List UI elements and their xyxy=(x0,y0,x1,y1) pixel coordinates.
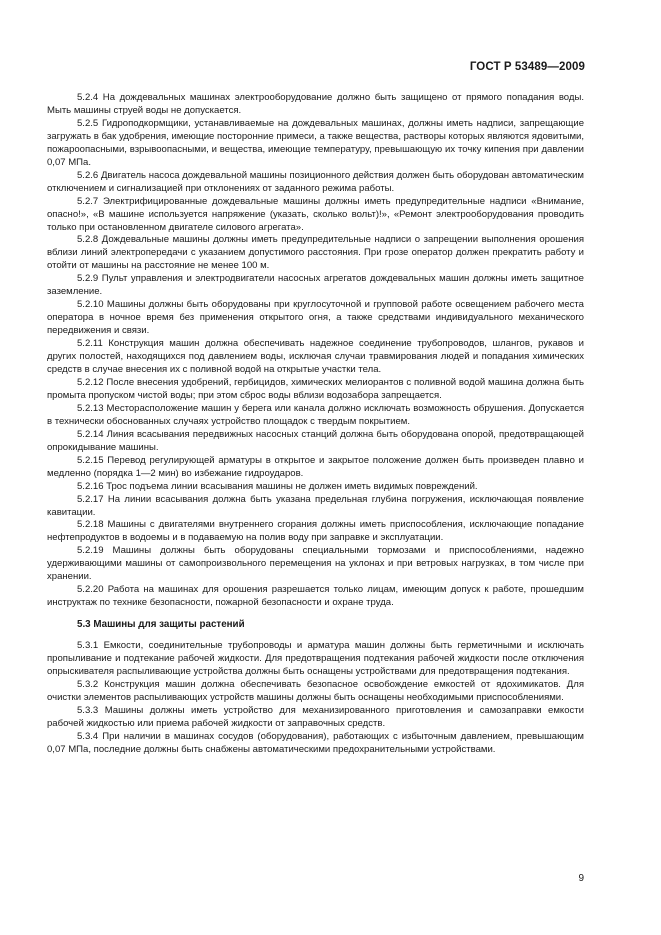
paragraph-5-3-3: 5.3.3 Машины должны иметь устройство для механизированного приготовления и самозаправки емкости рабочей жидкостью или приема рабочей жидкости от заправочных средств. xyxy=(47,704,584,729)
paragraph-5-2-5: 5.2.5 Гидроподкормщики, устанавливаемые на дождевальных машинах, должны иметь надписи, запрещающие загружать в бак удобрения, имеющие посторонние примеси, а также вещества, растворы которых являются ядовитыми, пожароопасными, взрывоопасными, и вещества, имеющие температуру, превышающую их точку кипения при давлении 0,07 МПа. xyxy=(47,117,584,168)
document-body xyxy=(47,92,584,757)
paragraph-5-2-6: 5.2.6 Двигатель насоса дождевальной машины позиционного действия должен быть оборудован автоматическим отключением и сигнализацией при отклонениях от заданного режима работы. xyxy=(47,169,584,194)
document-header xyxy=(470,61,585,73)
paragraph-5-2-14: 5.2.14 Линия всасывания передвижных насосных станций должна быть оборудована опорой, предотвращающей опрокидывание машины. xyxy=(47,428,584,453)
paragraph-5-2-19: 5.2.19 Машины должны быть оборудованы специальными тормозами и приспособлениями, надежно удерживающими машины от самопроизвольного перемещения на уклонах и при ветровых нагрузках, в том числе при хранении. xyxy=(47,545,584,583)
paragraph-5-2-12: 5.2.12 После внесения удобрений, гербицидов, химических мелиорантов с поливной водой машина должна быть промыта пропуском чистой воды; при этом сброс воды вблизи водозабора запрещается. xyxy=(47,376,584,401)
paragraph-5-2-11: 5.2.11 Конструкция машин должна обеспечивать надежное соединение трубопроводов, шлангов, рукавов и других полостей, находящихся под давлением воды, исключая случаи травмирования людей и попадания химических средств в случае внесения их с поливной водой на открытые участки тела. xyxy=(47,338,584,376)
paragraph-5-2-18: 5.2.18 Машины с двигателями внутреннего сгорания должны иметь приспособления, исключающие попадание нефтепродуктов в водоемы и в подаваемую на полив воду при заправке и эксплуатации. xyxy=(47,519,584,544)
paragraph-5-2-9: 5.2.9 Пульт управления и электродвигатели насосных агрегатов дождевальных машин должны иметь защитное заземление. xyxy=(47,273,584,298)
paragraph-5-3-1: 5.3.1 Емкости, соединительные трубопроводы и арматура машин должны быть герметичными и исключать пропыливание и подтекание рабочей жидкости. Для предотвращения подтекания рабочей жидкости после отключения опрыскивателя распыливающие устройства должны быть оснащены устройствами для предотвращения подтекания. xyxy=(47,640,584,677)
paragraph-5-2-15: 5.2.15 Перевод регулирующей арматуры в открытое и закрытое положение должен быть произведен плавно и медленно (порядка 1—2 мин) во избежание гидроударов. xyxy=(47,454,584,479)
paragraph-5-3-4: 5.3.4 При наличии в машинах сосудов (оборудования), работающих с избыточным давлением, превышающим 0,07 МПа, последние должны быть снабжены автоматическими предохранительными устройствами. xyxy=(47,730,584,755)
paragraph-5-2-17: 5.2.17 На линии всасывания должна быть указана предельная глубина погружения, исключающая появление кавитации. xyxy=(47,493,584,518)
paragraph-5-2-7: 5.2.7 Электрифицированные дождевальные машины должны иметь предупредительные надписи «Внимание, опасно!», «В машине используется напряжение (указать, сколько вольт)!», «Ремонт электрооборудования проводить только при остановленном двигателе силового агрегата». xyxy=(47,195,584,233)
paragraph-5-2-13: 5.2.13 Месторасположение машин у берега или канала должно исключать возможность обрушения. Допускается в технически обоснованных случаях устройство площадок с твердым покрытием. xyxy=(47,402,584,427)
paragraph-5-2-4: 5.2.4 На дождевальных машинах электрооборудование должно быть защищено от прямого попадания воды. Мыть машины струей воды не допускается. xyxy=(47,92,584,116)
paragraph-5-2-16: 5.2.16 Трос подъема линии всасывания машины не должен иметь видимых повреждений. xyxy=(77,480,478,492)
standard-code: ГОСТ Р 53489—2009 xyxy=(469,61,585,73)
paragraph-5-2-20: 5.2.20 Работа на машинах для орошения разрешается только лицам, имеющим допуск к работе, прошедшим инструктаж по технике безопасности, пожарной безопасности и охране труда. xyxy=(47,584,584,609)
page-number: 9 xyxy=(578,873,584,884)
paragraph-5-2-10: 5.2.10 Машины должны быть оборудованы при круглосуточной и групповой работе освещением рабочего места оператора в ночное время без применения открытого огня, а также средствами индивидуального механического передвижения и связи. xyxy=(47,299,584,337)
paragraph-5-3-2: 5.3.2 Конструкция машин должна обеспечивать безопасное освобождение емкостей от ядохимикатов. Для очистки элементов распыливающих устройств машины должны быть оснащены необходимыми приспособлениями. xyxy=(47,678,584,703)
paragraph-5-2-8: 5.2.8 Дождевальные машины должны иметь предупредительные надписи о запрещении выполнения орошения вблизи линий электропередачи с указанием допустимого расстояния. При грозе оператор должен прекратить работу и отойти от машины на расстояние не менее 100 м. xyxy=(47,234,584,272)
section-heading-5-3: 5.3 Машины для защиты растений xyxy=(77,619,245,631)
